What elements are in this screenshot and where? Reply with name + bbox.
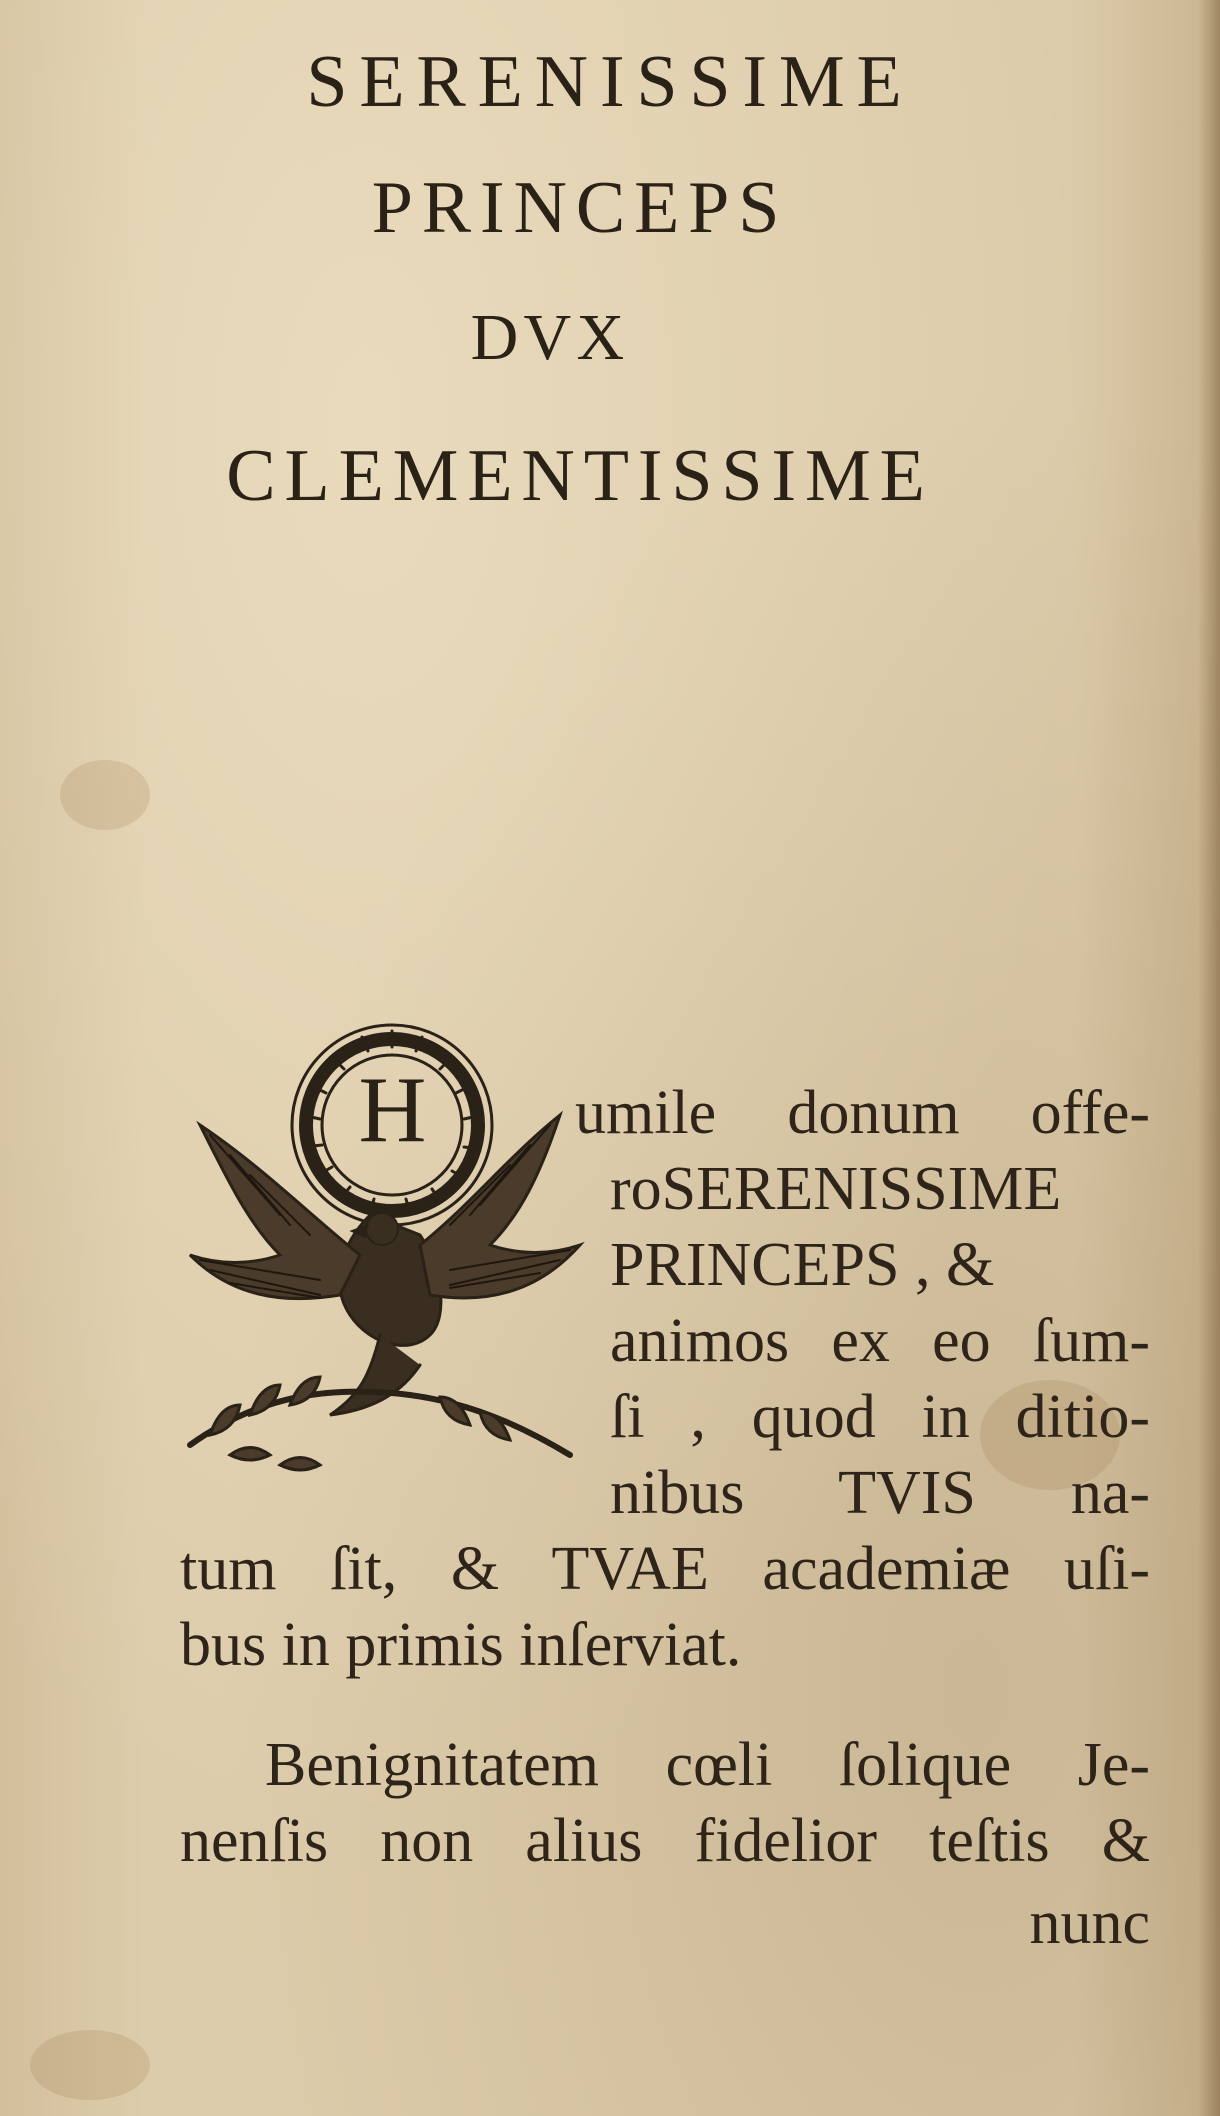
text-line: bus in primis inſerviat. xyxy=(180,1611,742,1679)
text-line: animos ex eo ſum- xyxy=(610,1307,1150,1375)
text-line: PRINCEPS , & xyxy=(610,1231,995,1299)
heading-clementissime: CLEMENTISSIME xyxy=(226,435,934,517)
initial-letter: H xyxy=(358,1058,427,1162)
text-line: Benignitatem cœli ſolique Je- xyxy=(265,1731,1150,1799)
paper-stain xyxy=(60,760,150,830)
text-line: umile donum offe- xyxy=(575,1079,1150,1147)
text-line: ſi , quod in ditio- xyxy=(610,1383,1150,1451)
text-line: roSERENISSIME xyxy=(610,1155,1062,1223)
heading-dux: DVX xyxy=(470,301,630,374)
text-line: nibus TVIS na- xyxy=(610,1459,1150,1527)
page-edge-shadow xyxy=(1198,0,1220,2116)
heading-serenissime: SERENISSIME xyxy=(306,41,914,123)
catchword: nunc xyxy=(1029,1889,1150,1957)
text-line: nenſis non alius fidelior teſtis & xyxy=(180,1807,1150,1875)
heading-princeps: PRINCEPS xyxy=(371,167,789,249)
text-line: tum ſit, & TVAE academiæ uſi- xyxy=(180,1535,1150,1603)
paper-stain xyxy=(30,2030,150,2100)
